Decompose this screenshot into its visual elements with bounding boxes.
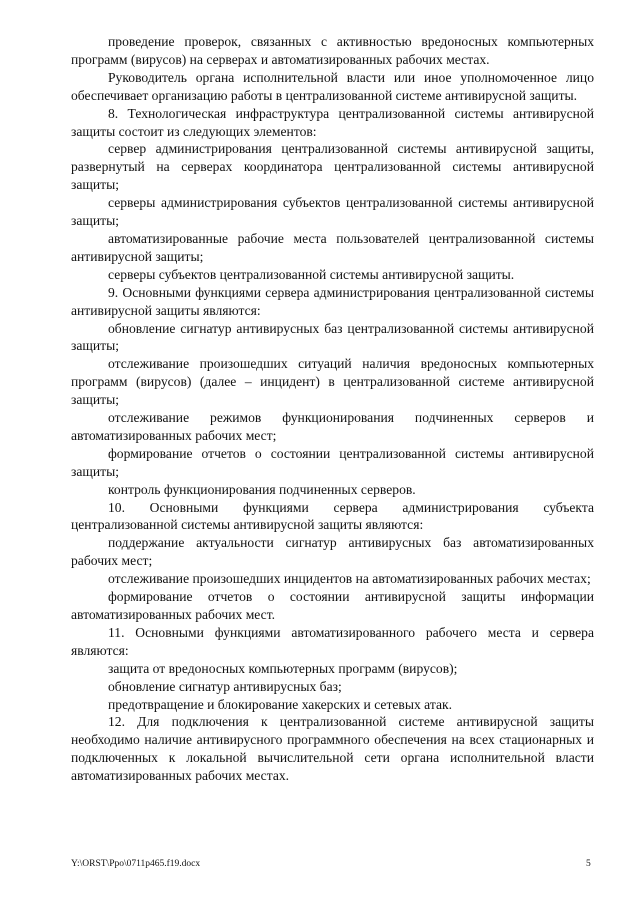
paragraph: обновление сигнатур антивирусных баз централизованной системы антивирусной защиты; <box>71 320 594 354</box>
paragraph: сервер администрирования централизованной системы антивирусной защиты, развернутый на серверах координатора централизованной системы антивирусной защиты; <box>71 141 594 193</box>
paragraph: Руководитель органа исполнительной власти или иное уполномоченное лицо обеспечивает организацию работы в централизованной системе антивирусной защиты. <box>71 69 594 103</box>
paragraph: серверы субъектов централизованной системы антивирусной защиты. <box>108 266 515 282</box>
paragraph: формирование отчетов о состоянии централизованной системы антивирусной защиты; <box>71 445 594 479</box>
document-body <box>71 33 594 785</box>
paragraph: отслеживание произошедших ситуаций наличия вредоносных компьютерных программ (вирусов) (далее – инцидент) в централизованной системе антивирусной защиты; <box>71 356 594 408</box>
paragraph: проведение проверок, связанных с активностью вредоносных компьютерных программ (вирусов) на серверах и автоматизированных рабочих местах. <box>71 34 594 67</box>
paragraph: обновление сигнатур антивирусных баз; <box>108 678 342 694</box>
paragraph: отслеживание произошедших инцидентов на автоматизированных рабочих местах; <box>108 571 591 587</box>
paragraph: защита от вредоносных компьютерных программ (вирусов); <box>108 660 458 676</box>
paragraph: отслеживание режимов функционирования подчиненных серверов и автоматизированных рабочих мест; <box>71 410 594 443</box>
paragraph: 12. Для подключения к централизованной системе антивирусной защиты необходимо наличие антивирусного программного обеспечения на всех стационарных и подключенных к локальной вычислительной сети органа исполнительной власти автоматизированных рабочих местах. <box>71 714 594 784</box>
footer-page-number: 5 <box>586 859 591 869</box>
paragraph: контроль функционирования подчиненных серверов. <box>108 481 416 497</box>
paragraph: 10. Основными функциями сервера администрирования субъекта централизованной системы антивирусной защиты являются: <box>71 499 594 533</box>
paragraph: формирование отчетов о состоянии антивирусной защиты информации автоматизированных рабочих мест. <box>71 589 594 622</box>
paragraph: 8. Технологическая инфраструктура централизованной системы антивирусной защиты состоит из следующих элементов: <box>71 105 594 139</box>
paragraph: 9. Основными функциями сервера администрирования централизованной системы антивирусной защиты являются: <box>71 284 594 318</box>
footer-file-path: Y:\ORST\Ppo\0711p465.f19.docx <box>71 859 201 869</box>
paragraph: автоматизированные рабочие места пользователей централизованной системы антивирусной защиты; <box>71 230 594 264</box>
paragraph: 11. Основными функциями автоматизированного рабочего места и сервера являются: <box>71 624 594 658</box>
paragraph: предотвращение и блокирование хакерских и сетевых атак. <box>108 696 452 712</box>
paragraph: поддержание актуальности сигнатур антивирусных баз автоматизированных рабочих мест; <box>71 535 594 569</box>
paragraph: серверы администрирования субъектов централизованной системы антивирусной защиты; <box>71 195 594 229</box>
